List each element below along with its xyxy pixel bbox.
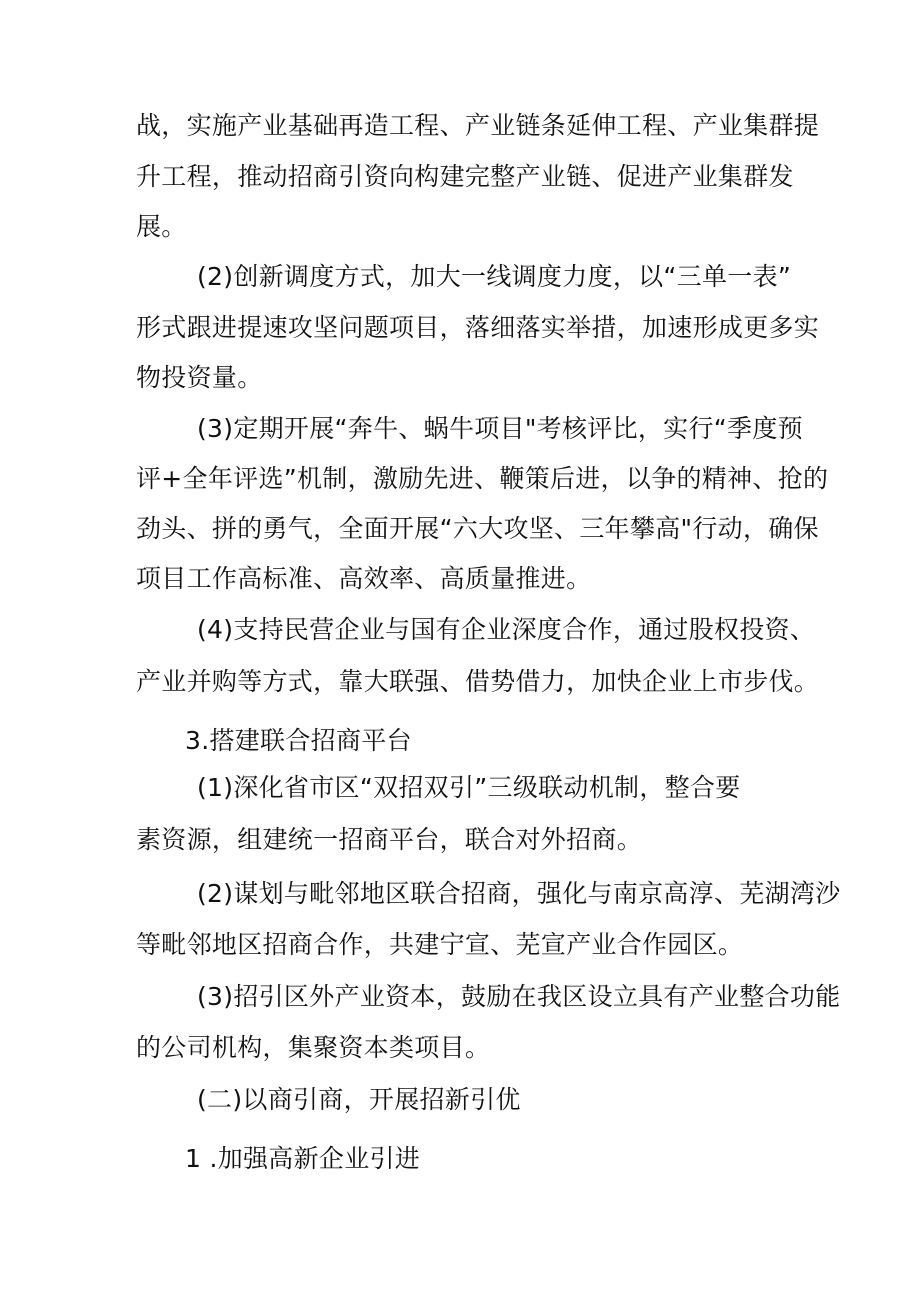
text-line-3: 展。 xyxy=(136,212,187,241)
text-line-14: (1)深化省市区“双招双引”三级联动机制，整合要 xyxy=(197,773,741,802)
text-line-6: 物投资量。 xyxy=(136,363,263,392)
subsection-heading-1: 1 .加强高新企业引进 xyxy=(185,1144,421,1173)
text-line-4: (2)创新调度方式，加大一线调度力度，以“三单一表” xyxy=(197,262,792,291)
text-line-1: 战，实施产业基础再造工程、产业链条延伸工程、产业集群提 xyxy=(136,111,820,140)
section-heading-2: (二)以商引商，开展招新引优 xyxy=(197,1085,521,1114)
text-line-7: (3)定期开展“奔牛、蜗牛项目"考核评比，实行“季度预 xyxy=(197,414,803,443)
text-line-2: 升工程，推动招商引资向构建完整产业链、促进产业集群发 xyxy=(136,162,794,191)
text-line-12: 产业并购等方式，靠大联强、借势借力，加快企业上市步伐。 xyxy=(136,667,820,696)
text-line-9: 劲头、拼的勇气，全面开展“六大攻坚、三年攀高"行动，确保 xyxy=(136,514,819,543)
text-line-18: (3)招引区外产业资本，鼓励在我区设立具有产业整合功能 xyxy=(197,982,841,1011)
text-line-15: 素资源，组建统一招商平台，联合对外招商。 xyxy=(136,825,643,854)
text-line-8: 评+全年评选”机制，激励先进、鞭策后进，以争的精神、抢的 xyxy=(136,464,829,493)
text-line-16: (2)谋划与毗邻地区联合招商，强化与南京高淳、芜湖湾沙 xyxy=(197,879,841,908)
text-line-11: (4)支持民营企业与国有企业深度合作，通过股权投资、 xyxy=(197,615,816,644)
text-line-19: 的公司机构，集聚资本类项目。 xyxy=(136,1033,491,1062)
text-line-17: 等毗邻地区招商合作，共建宁宣、芜宣产业合作园区。 xyxy=(136,930,744,959)
section-heading-3: 3.搭建联合招商平台 xyxy=(185,726,412,755)
text-line-5: 形式跟进提速攻坚问题项目，落细落实举措，加速形成更多实 xyxy=(136,313,820,342)
text-line-10: 项目工作高标准、高效率、高质量推进。 xyxy=(136,564,592,593)
